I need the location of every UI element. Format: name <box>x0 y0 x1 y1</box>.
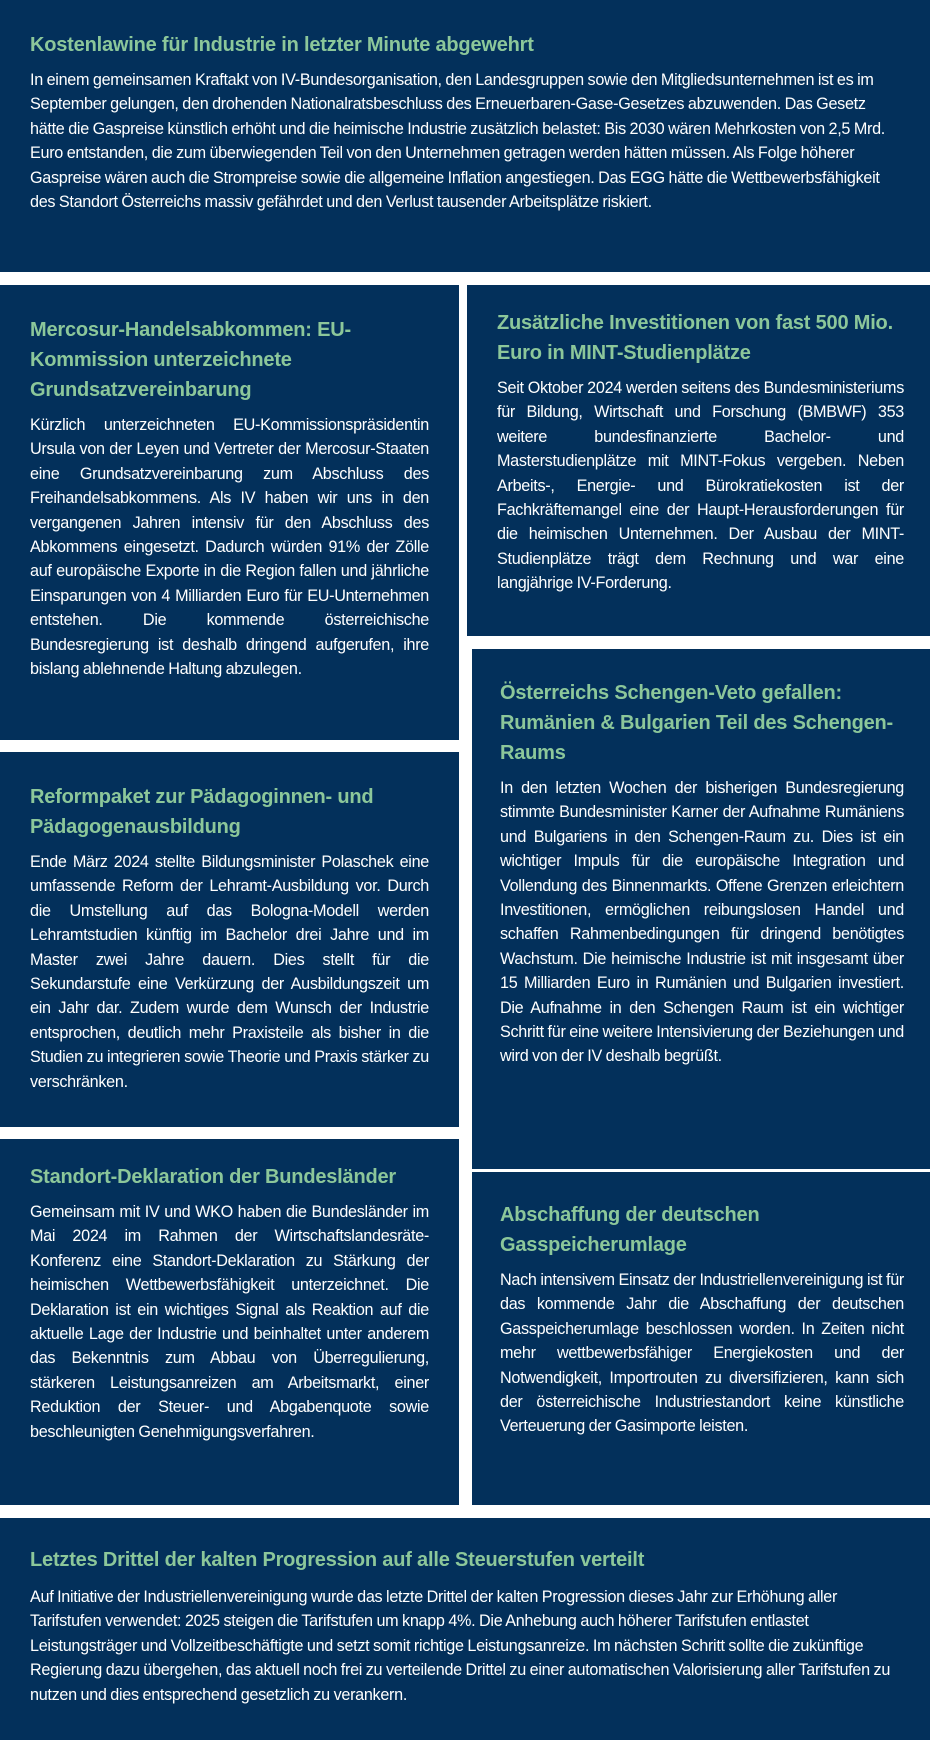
article-title: Standort-Deklaration der Bundesländer <box>30 1166 396 1188</box>
article-teacher-training-reform <box>0 752 459 1127</box>
article-industry-cost-avalanche <box>0 0 930 272</box>
article-title: Zusätzliche Investitionen von fast 500 Mio. Euro in MINT-Studienplätze <box>497 312 893 364</box>
article-body: Nach intensivem Einsatz der Industriellenvereinigung ist für das kommende Jahr die Abschaffung der deutschen Gasspeicherumlage beschlossen worden. In Zeiten nicht mehr wettbewerbsfähiger Energiekosten und der Notwendigkeit, Importrouten zu diversifizieren, kann sich der österreichische Industriestandort keine künstliche Verteuerung der Gasimporte leisten. <box>500 1271 904 1436</box>
article-body: Auf Initiative der Industriellenvereinigung wurde das letzte Drittel der kalten Progression dieses Jahr zur Erhöhung aller Tarifstufen verwendet: 2025 steigen die Tarifstufen um knapp 4%. Die Anhebung auch höherer Tarifstufen entlastet Leistungsträger und Vollzeitbeschäftigte und setzt somit richtige Leistungsanreize. Im nächsten Schritt sollte die zukünftige Regierung dazu übergehen, das aktuell noch frei zu verteilende Drittel zu einer automatischen Valorisierung aller Tarifstufen zu nutzen und dies entsprechend gesetzlich zu verankern. <box>30 1588 891 1704</box>
article-body: In einem gemeinsamen Kraftakt von IV-Bundesorganisation, den Landesgruppen sowie den Mitgliedsunternehmen ist es im September gelungen, den drohenden Nationalratsbeschluss des Erneuerbaren-Gase-Gesetzes abzuwenden. Das Gesetz hätte die Gaspreise künstlich erhöht und die heimische Industrie zusätzlich belastet: Bis 2030 wären Mehrkosten von 2,5 Mrd. Euro entstanden, die zum überwiegenden Teil von den Unternehmen getragen werden hätten müssen. Als Folge höherer Gaspreise wären auch die Strompreise sowie die allgemeine Inflation angestiegen. Das EGG hätte die Wettbewerbsfähigkeit des Standort Österreichs massiv gefährdet und den Verlust tausender Arbeitsplätze riskiert. <box>30 71 885 212</box>
article-cold-progression <box>0 1518 930 1740</box>
article-body: Kürzlich unterzeichneten EU-Kommissionspräsidentin Ursula von der Leyen und Vertreter der Mercosur-Staaten eine Grundsatzvereinbarung zum Abschluss des Freihandelsabkommens. Als IV haben wir uns in den vergangenen Jahren intensiv für den Abschluss des Abkommens eingesetzt. Dadurch würden 91% der Zölle auf europäische Exporte in die Region fallen und jährliche Einsparungen von 4 Milliarden Euro für EU-Unternehmen entstehen. Die kommende österreichische Bundesregierung ist deshalb dringend aufgerufen, ihre bislang ablehnende Haltung abzulegen. <box>30 416 429 679</box>
article-body: Ende März 2024 stellte Bildungsminister Polaschek eine umfassende Reform der Lehramt-Ausbildung vor. Durch die Umstellung auf das Bologna-Modell werden Lehramtstudien künftig im Bachelor drei Jahre und im Master zwei Jahre dauern. Dies stellt für die Sekundarstufe eine Verkürzung der Ausbildungszeit um ein Jahr dar. Zudem wurde dem Wunsch der Industrie entsprochen, deutlich mehr Praxisteile als bisher in die Studien zu integrieren sowie Theorie und Praxis stärker zu verschränken. <box>30 853 429 1091</box>
article-title: Kostenlawine für Industrie in letzter Minute abgewehrt <box>30 34 534 56</box>
article-body: In den letzten Wochen der bisherigen Bundesregierung stimmte Bundesminister Karner der Aufnahme Rumäniens und Bulgariens in den Schengen-Raum zu. Dies ist ein wichtiger Impuls für die europäische Integration und Vollendung des Binnenmarkts. Offene Grenzen erleichtern Investitionen, ermöglichen reibungslosen Handel und schaffen Rahmenbedingungen für dringend benötigtes Wachstum. Die heimische Industrie ist mit insgesamt über 15 Milliarden Euro in Rumänien und Bulgarien investiert. Die Aufnahme in den Schengen Raum ist ein wichtiger Schritt für eine weitere Intensivierung der Beziehungen und wird von der IV deshalb begrüßt. <box>500 779 904 1066</box>
article-body: Gemeinsam mit IV und WKO haben die Bundesländer im Mai 2024 im Rahmen der Wirtschaftslandesräte-Konferenz eine Standort-Deklaration zu Stärkung der heimischen Wettbewerbsfähigkeit unterzeichnet. Die Deklaration ist ein wichtiges Signal als Reaktion auf die aktuelle Lage der Industrie und beinhaltet unter anderem das Bekenntnis zum Abbau von Überregulierung, stärkeren Leistungsanreizen am Arbeitsmarkt, einer Reduktion der Steuer- und Abgabenquote sowie beschleunigten Genehmigungsverfahren. <box>30 1203 429 1441</box>
article-mercosur <box>0 285 459 740</box>
article-location-declaration <box>0 1139 459 1505</box>
article-schengen-veto <box>472 649 930 1169</box>
article-title: Mercosur-Handelsabkommen: EU-Kommission unterzeichnete Grundsatzvereinbarung <box>30 319 351 401</box>
article-title: Letztes Drittel der kalten Progression auf alle Steuerstufen verteilt <box>30 1549 645 1571</box>
article-gas-storage-levy <box>472 1172 930 1505</box>
article-title: Österreichs Schengen-Veto gefallen: Rumänien & Bulgarien Teil des Schengen-Raums <box>500 682 894 764</box>
article-title: Abschaffung der deutschen Gasspeicherumlage <box>500 1204 760 1256</box>
article-title: Reformpaket zur Pädagoginnen- und Pädagogenausbildung <box>30 786 374 838</box>
article-body: Seit Oktober 2024 werden seitens des Bundesministeriums für Bildung, Wirtschaft und Forschung (BMBWF) 353 weitere bundesfinanzierte Bachelor- und Masterstudienplätze mit MINT-Fokus vergeben. Neben Arbeits-, Energie- und Bürokratiekosten ist der Fachkräftemangel eine der Haupt-Herausforderungen für die heimischen Unternehmen. Der Ausbau der MINT-Studienplätze trägt dem Rechnung und war eine langjährige IV-Forderung. <box>497 379 904 593</box>
article-mint-investments <box>467 285 930 636</box>
